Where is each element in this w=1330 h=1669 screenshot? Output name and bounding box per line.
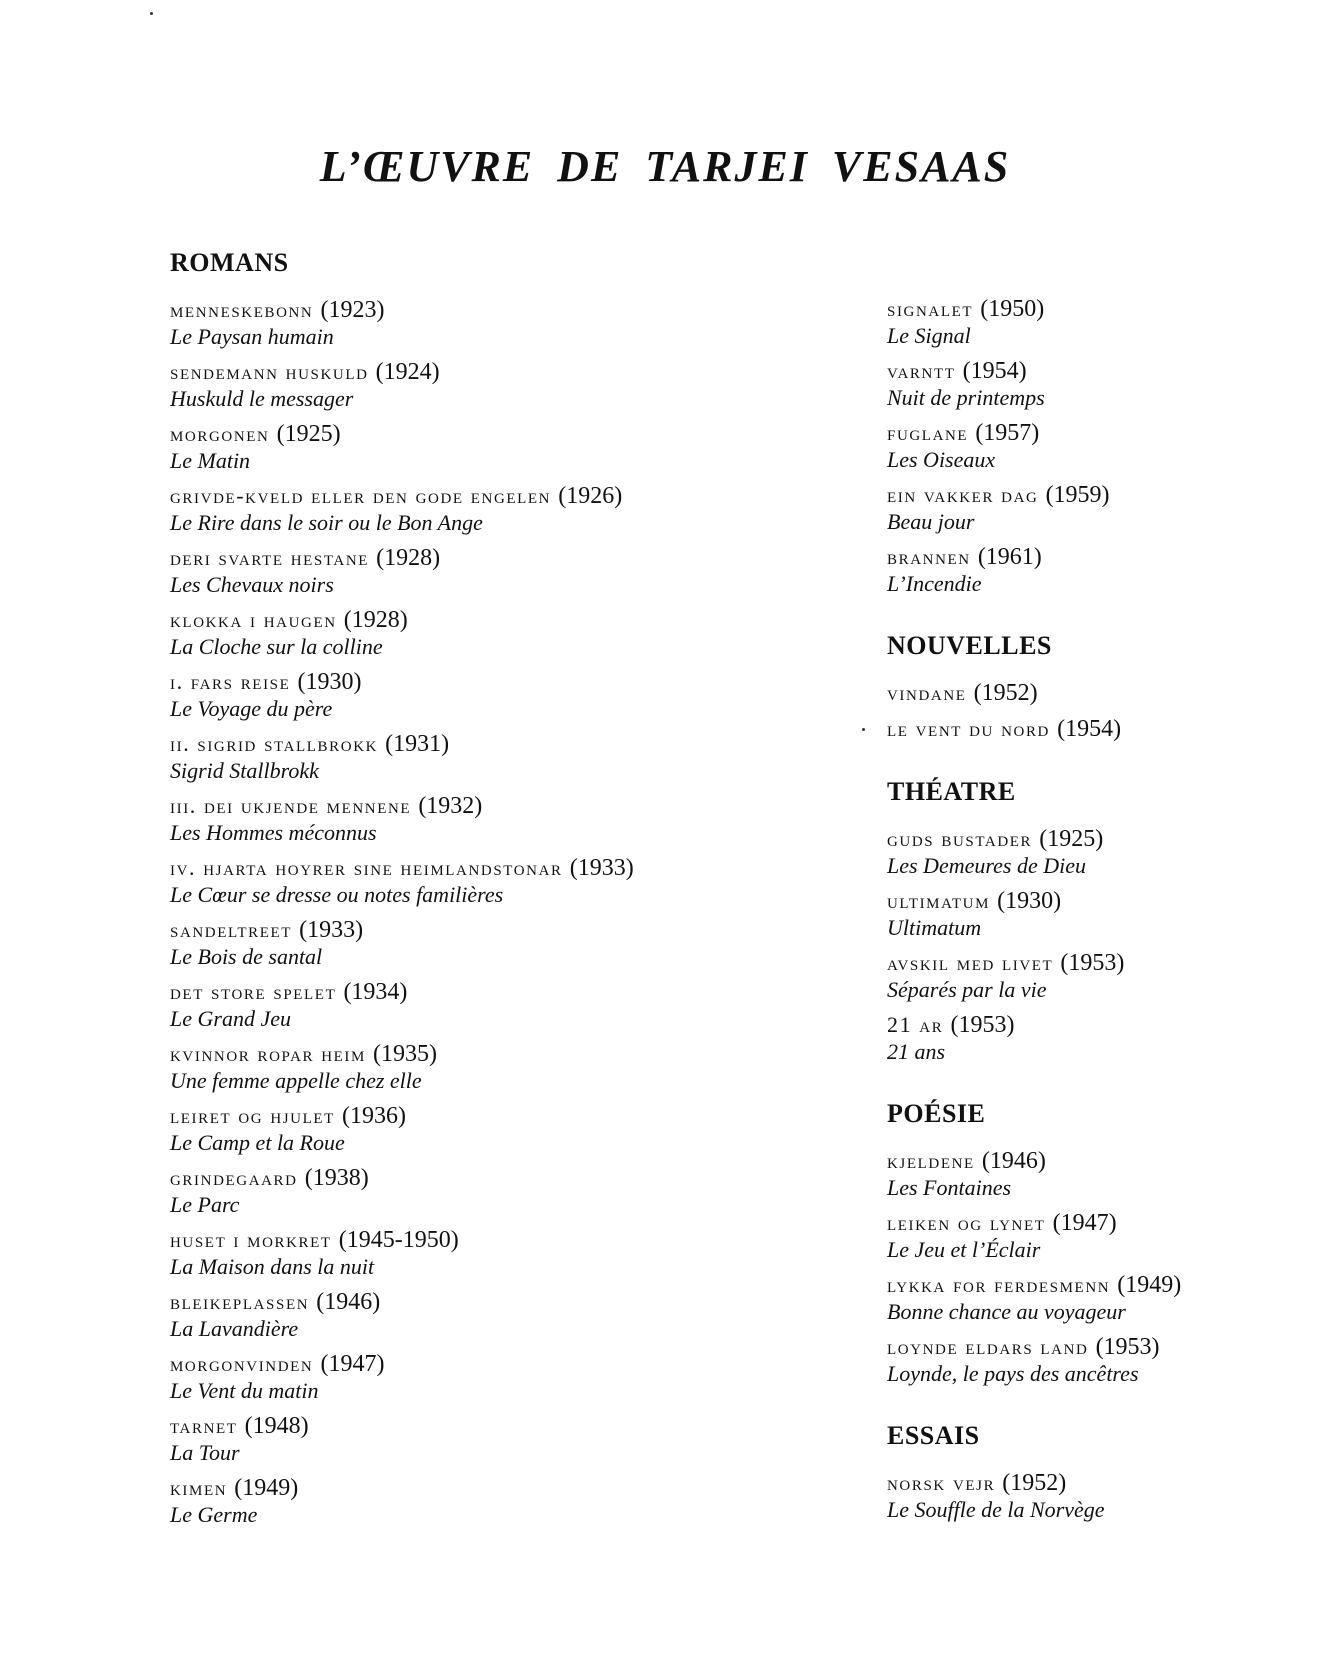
work-french-title: Le Cœur se dresse ou notes familières (170, 882, 504, 907)
work-entry (887, 887, 1317, 941)
work-entry (887, 543, 1317, 597)
work-year: (1946) (316, 1289, 381, 1315)
work-year: (1938) (304, 1165, 369, 1191)
work-french-title: La Lavandière (170, 1316, 299, 1341)
work-year: (1954) (1057, 716, 1122, 742)
work-french-title: Le Souffle de la Norvège (887, 1497, 1105, 1522)
work-original-title: le vent du nord (887, 716, 1050, 741)
work-original-line (887, 357, 1317, 385)
work-original-line (170, 1226, 820, 1254)
work-year: (1949) (1117, 1272, 1182, 1298)
work-year: (1930) (997, 888, 1062, 914)
scan-speck (150, 12, 153, 15)
work-original-title: signalet (887, 296, 974, 321)
work-year: (1947) (1052, 1210, 1117, 1236)
section-heading-romans: ROMANS (170, 248, 289, 277)
work-year: (1936) (342, 1103, 406, 1129)
page-title: L’ŒUVRE DE TARJEI VESAAS (319, 142, 1011, 192)
work-entry (170, 1288, 820, 1342)
work-entry (170, 1102, 820, 1156)
work-original-line (887, 1147, 1317, 1175)
work-original-title: tarnet (170, 1413, 238, 1438)
work-entry (170, 296, 820, 350)
work-entry (887, 679, 1317, 707)
work-french-title: Le Parc (170, 1192, 240, 1217)
work-entry (170, 1350, 820, 1404)
work-original-title: leiret og hjulet (170, 1103, 335, 1128)
work-year: (1932) (418, 793, 483, 819)
work-original-title: fuglane (887, 420, 969, 445)
work-original-line (170, 730, 820, 758)
work-french-title: Le Matin (170, 448, 251, 473)
work-original-title: sendemann huskuld (170, 359, 369, 384)
work-original-line (170, 420, 820, 448)
work-original-line (170, 606, 820, 634)
work-original-line (887, 679, 1317, 707)
work-original-line (887, 825, 1317, 853)
work-entry (887, 715, 1317, 743)
work-original-title: ultimatum (887, 888, 991, 913)
work-french-title: Séparés par la vie (887, 977, 1047, 1002)
work-entry (170, 916, 820, 970)
work-french-title: Une femme appelle chez elle (170, 1068, 422, 1093)
work-entry (887, 1011, 1317, 1065)
work-original-line (887, 715, 1317, 743)
work-original-title: brannen (887, 544, 971, 569)
work-original-title: iii. dei ukjende mennene (170, 793, 412, 818)
work-year: (1926) (558, 483, 623, 509)
work-entry (170, 544, 820, 598)
work-original-title: lykka for ferdesmenn (887, 1272, 1111, 1297)
work-year: (1928) (376, 545, 441, 571)
work-year: (1961) (977, 544, 1042, 570)
work-original-title: 21 ar (887, 1012, 944, 1037)
work-entry (170, 730, 820, 784)
work-original-line (170, 1412, 820, 1440)
work-entry (170, 482, 820, 536)
work-entry (170, 1412, 820, 1466)
nouvelles-list (887, 679, 1317, 743)
work-year: (1945-1950) (338, 1227, 459, 1253)
work-original-title: morgonvinden (170, 1351, 314, 1376)
work-entry (887, 1469, 1317, 1523)
work-french-title: Loynde, le pays des ancêtres (887, 1361, 1139, 1386)
work-original-line (887, 481, 1317, 509)
work-entry (170, 358, 820, 412)
work-entry (170, 1474, 820, 1528)
work-original-line (170, 1350, 820, 1378)
work-french-title: Le Jeu et l’Éclair (887, 1237, 1041, 1262)
work-original-line (170, 916, 820, 944)
work-year: (1952) (973, 680, 1038, 706)
work-original-title: kimen (170, 1475, 228, 1500)
work-entry (887, 949, 1317, 1003)
work-original-line (887, 1469, 1317, 1497)
work-original-line (887, 949, 1317, 977)
romans-list (170, 296, 820, 1528)
work-original-line (170, 296, 820, 324)
work-french-title: La Cloche sur la colline (170, 634, 383, 659)
work-french-title: Huskuld le messager (170, 386, 354, 411)
work-year: (1948) (244, 1413, 309, 1439)
work-french-title: Le Camp et la Roue (170, 1130, 345, 1155)
work-year: (1924) (375, 359, 440, 385)
work-french-title: Beau jour (887, 509, 975, 534)
left-column (170, 248, 820, 1536)
work-original-title: leiken og lynet (887, 1210, 1046, 1235)
section-theatre (887, 777, 1317, 1065)
work-original-line (887, 1333, 1317, 1361)
work-original-title: sandeltreet (170, 917, 293, 942)
work-french-title: Les Demeures de Dieu (887, 853, 1086, 878)
work-entry (887, 1209, 1317, 1263)
work-original-title: ein vakker dag (887, 482, 1039, 507)
section-heading-theatre: THÉATRE (887, 777, 1016, 806)
work-original-title: morgonen (170, 421, 270, 446)
work-entry (887, 295, 1317, 349)
work-year: (1953) (1060, 950, 1125, 976)
work-year: (1949) (234, 1475, 299, 1501)
work-original-title: loynde eldars land (887, 1334, 1089, 1359)
work-year: (1933) (569, 855, 634, 881)
work-original-title: avskil med livet (887, 950, 1054, 975)
work-year: (1925) (276, 421, 341, 447)
work-entry (170, 606, 820, 660)
work-original-line (170, 1164, 820, 1192)
work-original-title: varntt (887, 358, 956, 383)
work-year: (1957) (975, 420, 1040, 446)
work-original-line (887, 1209, 1317, 1237)
work-year: (1931) (385, 731, 450, 757)
work-french-title: Nuit de printemps (887, 385, 1045, 410)
work-original-title: guds bustader (887, 826, 1033, 851)
work-year: (1933) (299, 917, 364, 943)
work-french-title: Les Chevaux noirs (170, 572, 334, 597)
work-french-title: Le Grand Jeu (170, 1006, 291, 1031)
work-french-title: Les Oiseaux (887, 447, 996, 472)
work-entry (170, 1164, 820, 1218)
work-entry (887, 1147, 1317, 1201)
theatre-list (887, 825, 1317, 1065)
work-year: (1953) (950, 1012, 1015, 1038)
work-original-line (887, 1011, 1317, 1039)
section-heading-nouvelles: NOUVELLES (887, 631, 1052, 660)
work-original-title: klokka i haugen (170, 607, 337, 632)
work-french-title: 21 ans (887, 1039, 946, 1064)
work-original-line (170, 544, 820, 572)
work-year: (1935) (373, 1041, 438, 1067)
work-entry (887, 1271, 1317, 1325)
work-year: (1928) (343, 607, 408, 633)
work-original-line (170, 1040, 820, 1068)
work-entry (887, 825, 1317, 879)
work-original-line (170, 854, 820, 882)
work-french-title: Le Paysan humain (170, 324, 334, 349)
work-entry (887, 357, 1317, 411)
work-original-line (170, 482, 820, 510)
work-year: (1952) (1002, 1470, 1067, 1496)
work-original-line (170, 1102, 820, 1130)
work-entry (170, 668, 820, 722)
work-french-title: La Tour (170, 1440, 240, 1465)
work-entry (170, 1040, 820, 1094)
work-original-title: i. fars reise (170, 669, 291, 694)
section-nouvelles (887, 631, 1317, 743)
work-french-title: Le Signal (887, 323, 971, 348)
work-original-title: kjeldene (887, 1148, 975, 1173)
work-original-line (887, 1271, 1317, 1299)
poesie-list (887, 1147, 1317, 1387)
work-original-line (887, 543, 1317, 571)
scan-speck (862, 728, 865, 731)
work-french-title: Les Hommes méconnus (170, 820, 377, 845)
work-french-title: Le Voyage du père (170, 696, 333, 721)
work-original-title: bleikeplassen (170, 1289, 310, 1314)
work-original-title: vindane (887, 680, 967, 705)
romans-continued-list (887, 295, 1317, 597)
work-original-title: grivde-kveld eller den gode engelen (170, 483, 552, 508)
section-essais (887, 1421, 1317, 1523)
work-original-line (170, 1288, 820, 1316)
work-entry (170, 420, 820, 474)
work-original-line (170, 358, 820, 386)
work-entry (170, 978, 820, 1032)
work-original-title: ii. sigrid stallbrokk (170, 731, 379, 756)
right-column (887, 295, 1317, 1557)
work-entry (170, 1226, 820, 1280)
work-original-title: huset i morkret (170, 1227, 332, 1252)
section-poesie (887, 1099, 1317, 1387)
work-original-line (170, 1474, 820, 1502)
work-entry (887, 481, 1317, 535)
work-year: (1959) (1045, 482, 1110, 508)
work-original-title: grindegaard (170, 1165, 298, 1190)
work-entry (170, 854, 820, 908)
section-heading-poesie: POÉSIE (887, 1099, 986, 1128)
work-original-title: det store spelet (170, 979, 337, 1004)
work-original-line (170, 978, 820, 1006)
work-entry (887, 1333, 1317, 1387)
work-entry (170, 792, 820, 846)
work-french-title: Sigrid Stallbrokk (170, 758, 319, 783)
work-original-line (887, 295, 1317, 323)
work-original-line (170, 668, 820, 696)
work-year: (1954) (962, 358, 1027, 384)
work-original-line (170, 792, 820, 820)
work-original-line (887, 419, 1317, 447)
essais-list (887, 1469, 1317, 1523)
work-french-title: Le Rire dans le soir ou le Bon Ange (170, 510, 483, 535)
work-year: (1947) (320, 1351, 385, 1377)
work-french-title: Bonne chance au voyageur (887, 1299, 1126, 1324)
work-french-title: La Maison dans la nuit (170, 1254, 375, 1279)
work-french-title: Le Vent du matin (170, 1378, 319, 1403)
work-original-title: iv. hjarta hoyrer sine heimlandstonar (170, 855, 563, 880)
work-year: (1923) (320, 297, 385, 323)
work-french-title: L’Incendie (887, 571, 982, 596)
work-original-title: menneskebonn (170, 297, 314, 322)
work-french-title: Les Fontaines (887, 1175, 1012, 1200)
work-french-title: Ultimatum (887, 915, 982, 940)
section-heading-essais: ESSAIS (887, 1421, 980, 1450)
work-original-line (887, 887, 1317, 915)
work-original-title: kvinnor ropar heim (170, 1041, 366, 1066)
work-year: (1925) (1039, 826, 1104, 852)
work-french-title: Le Bois de santal (170, 944, 323, 969)
work-year: (1953) (1095, 1334, 1160, 1360)
work-year: (1934) (343, 979, 408, 1005)
work-original-title: norsk vejr (887, 1470, 996, 1495)
work-original-title: deri svarte hestane (170, 545, 370, 570)
work-year: (1930) (297, 669, 362, 695)
work-entry (887, 419, 1317, 473)
work-year: (1946) (981, 1148, 1046, 1174)
work-year: (1950) (980, 296, 1045, 322)
work-french-title: Le Germe (170, 1502, 258, 1527)
